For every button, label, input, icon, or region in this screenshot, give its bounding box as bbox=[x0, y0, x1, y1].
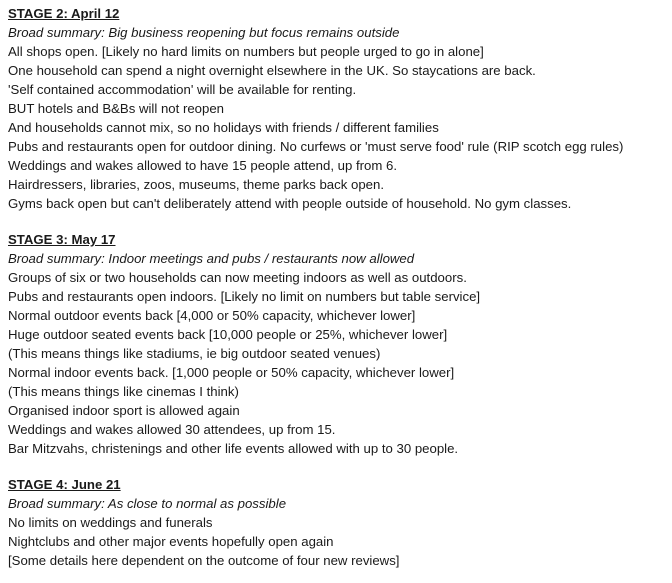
stage-3-line: Pubs and restaurants open indoors. [Likely no limit on numbers but table service] bbox=[8, 289, 481, 304]
stage-2-summary: Broad summary: Big business reopening but focus remains outside bbox=[8, 25, 400, 40]
stage-2-line: One household can spend a night overnight elsewhere in the UK. So staycations are back. bbox=[8, 63, 536, 78]
section-spacer bbox=[8, 213, 664, 230]
stage-2-line: Gyms back open but can't deliberately attend with people outside of household. No gym classes. bbox=[8, 196, 572, 211]
stage-3-line: Bar Mitzvahs, christenings and other life events allowed with up to 30 people. bbox=[8, 441, 459, 456]
stage-4-summary: Broad summary: As close to normal as possible bbox=[8, 496, 287, 511]
stage-4-line: No limits on weddings and funerals bbox=[8, 515, 213, 530]
stage-3-line: Organised indoor sport is allowed again bbox=[8, 403, 240, 418]
stage-3-line: Normal outdoor events back [4,000 or 50% capacity, whichever lower] bbox=[8, 308, 416, 323]
stage-3-title: STAGE 3: May 17 bbox=[8, 232, 116, 247]
stage-4-section bbox=[8, 475, 664, 570]
stage-3-line: Weddings and wakes allowed 30 attendees, up from 15. bbox=[8, 422, 336, 437]
stage-2-line: Pubs and restaurants open for outdoor dining. No curfews or 'must serve food' rule (RIP scotch egg rules) bbox=[8, 139, 624, 154]
stage-2-section bbox=[8, 4, 664, 213]
stage-3-line: Huge outdoor seated events back [10,000 people or 25%, whichever lower] bbox=[8, 327, 448, 342]
stage-2-line: BUT hotels and B&Bs will not reopen bbox=[8, 101, 225, 116]
stage-3-line: (This means things like cinemas I think) bbox=[8, 384, 239, 399]
stage-2-line: Weddings and wakes allowed to have 15 people attend, up from 6. bbox=[8, 158, 398, 173]
stage-3-section bbox=[8, 230, 664, 458]
stage-3-summary: Broad summary: Indoor meetings and pubs / restaurants now allowed bbox=[8, 251, 415, 266]
stage-4-title: STAGE 4: June 21 bbox=[8, 477, 121, 492]
stage-3-line: (This means things like stadiums, ie big outdoor seated venues) bbox=[8, 346, 381, 361]
stage-2-line: All shops open. [Likely no hard limits on numbers but people urged to go in alone] bbox=[8, 44, 484, 59]
stage-4-line: [Some details here dependent on the outcome of four new reviews] bbox=[8, 553, 400, 568]
stage-3-line: Normal indoor events back. [1,000 people or 50% capacity, whichever lower] bbox=[8, 365, 455, 380]
stage-4-line: Nightclubs and other major events hopefully open again bbox=[8, 534, 334, 549]
stage-2-line: And households cannot mix, so no holidays with friends / different families bbox=[8, 120, 439, 135]
stage-2-line: 'Self contained accommodation' will be available for renting. bbox=[8, 82, 357, 97]
stage-3-line: Groups of six or two households can now meeting indoors as well as outdoors. bbox=[8, 270, 467, 285]
section-spacer bbox=[8, 458, 664, 475]
stage-2-line: Hairdressers, libraries, zoos, museums, theme parks back open. bbox=[8, 177, 384, 192]
stage-2-title: STAGE 2: April 12 bbox=[8, 6, 120, 21]
